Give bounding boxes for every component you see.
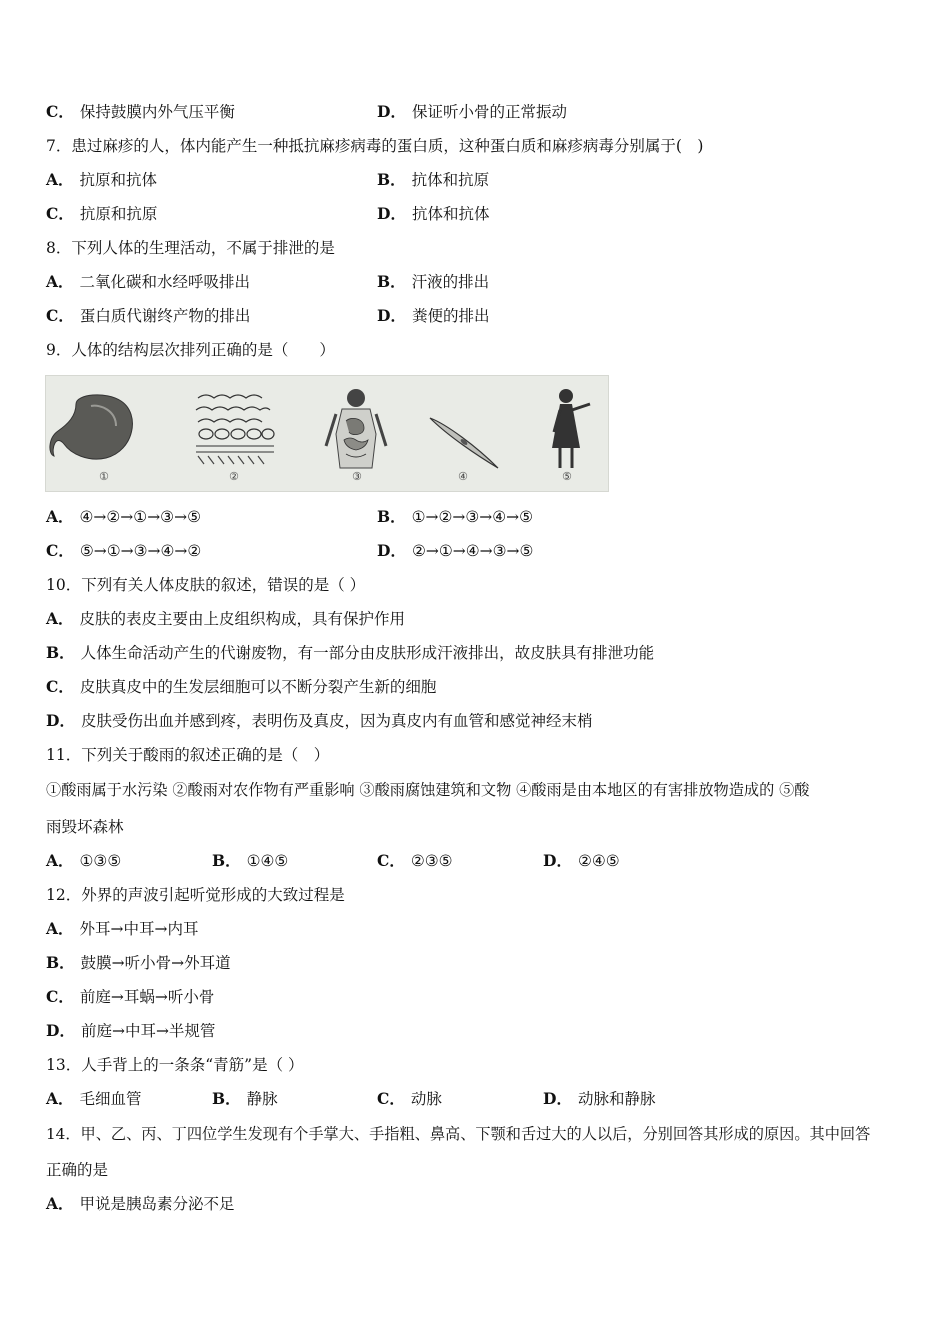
q12-option-d: D． 前庭→中耳→半规管 xyxy=(46,1021,216,1040)
q7-option-c: C． 抗原和抗原 xyxy=(46,204,158,223)
q9-option-d: D． ②→①→④→③→⑤ xyxy=(377,541,534,560)
q9-stem: 9．人体的结构层次排列正确的是（ ） xyxy=(46,341,335,359)
figure-label-1: ① xyxy=(99,470,109,483)
q8-option-a: A． 二氧化碳和水经呼吸排出 xyxy=(46,272,251,291)
q12-option-c: C． 前庭→耳蜗→听小骨 xyxy=(46,987,215,1006)
q13-stem: 13．人手背上的一条条“青筋”是（ ） xyxy=(46,1056,304,1074)
q10-option-a: A． 皮肤的表皮主要由上皮组织构成，具有保护作用 xyxy=(46,609,406,628)
stomach-illustration xyxy=(50,395,133,459)
q10-stem: 10．下列有关人体皮肤的叙述，错误的是（ ） xyxy=(46,576,366,594)
figure-label-5: ⑤ xyxy=(562,470,572,483)
q11-option-b: B． ①④⑤ xyxy=(212,851,289,870)
q10-option-d: D． 皮肤受伤出血并感到疼，表明伤及真皮，因为真皮内有血管和感觉神经末梢 xyxy=(46,711,593,730)
tissue-illustration xyxy=(196,395,274,464)
q14-stem-line1: 14．甲、乙、丙、丁四位学生发现有个手掌大、手指粗、鼻高、下颚和舌过大的人以后，分别回答其形成的原因。其中回答 xyxy=(46,1125,871,1143)
q7-option-d: D． 抗体和抗体 xyxy=(377,204,490,223)
q12-option-a: A． 外耳→中耳→内耳 xyxy=(46,919,199,938)
q10-option-b: B． 人体生命活动产生的代谢废物，有一部分由皮肤形成汗液排出，故皮肤具有排泄功能 xyxy=(46,643,655,662)
q12-option-b: B． 鼓膜→听小骨→外耳道 xyxy=(46,953,231,972)
figure-label-4: ④ xyxy=(458,470,468,483)
q8-option-c: C． 蛋白质代谢终产物的排出 xyxy=(46,306,251,325)
cell-illustration xyxy=(430,418,498,468)
q9-option-c: C． ⑤→①→③→④→② xyxy=(46,541,202,560)
q12-stem: 12．外界的声波引起听觉形成的大致过程是 xyxy=(46,886,345,904)
q10-option-c: C． 皮肤真皮中的生发层细胞可以不断分裂产生新的细胞 xyxy=(46,677,437,696)
q14-option-a: A． 甲说是胰岛素分泌不足 xyxy=(46,1194,235,1213)
q7-stem: 7．患过麻疹的人，体内能产生一种抵抗麻疹病毒的蛋白质，这种蛋白质和麻疹病毒分别属于( ) xyxy=(46,137,704,155)
figure-label-3: ③ xyxy=(352,470,362,483)
q8-option-d: D． 粪便的排出 xyxy=(377,306,490,325)
q13-option-c: C． 动脉 xyxy=(377,1089,442,1108)
q11-statements-line2: 雨毁坏森林 xyxy=(46,818,124,836)
q7-option-b: B． 抗体和抗原 xyxy=(377,170,490,189)
digestive-system-illustration xyxy=(326,389,386,468)
q7-option-a: A． 抗原和抗体 xyxy=(46,170,158,189)
q11-option-c: C． ②③⑤ xyxy=(377,851,453,870)
q9-structure-figure xyxy=(45,375,609,492)
q9-option-b: B． ①→②→③→④→⑤ xyxy=(377,507,534,526)
q8-option-b: B． 汗液的排出 xyxy=(377,272,490,291)
q11-stem: 11．下列关于酸雨的叙述正确的是（ ） xyxy=(46,746,330,764)
q6-option-d: D． 保证听小骨的正常振动 xyxy=(377,102,567,121)
q14-stem-line2: 正确的是 xyxy=(46,1161,109,1179)
human-individual-illustration xyxy=(552,389,590,468)
figure-label-2: ② xyxy=(229,470,239,483)
q8-stem: 8．下列人体的生理活动，不属于排泄的是 xyxy=(46,239,335,257)
q11-statements-line1: ①酸雨属于水污染 ②酸雨对农作物有严重影响 ③酸雨腐蚀建筑和文物 ④酸雨是由本地区的有害排放物造成的 ⑤酸 xyxy=(46,781,810,799)
q13-option-b: B． 静脉 xyxy=(212,1089,278,1108)
q9-option-a: A． ④→②→①→③→⑤ xyxy=(46,507,201,526)
q13-option-a: A． 毛细血管 xyxy=(46,1089,142,1108)
q13-option-d: D． 动脉和静脉 xyxy=(543,1089,656,1108)
q6-option-c: C． 保持鼓膜内外气压平衡 xyxy=(46,102,235,121)
q11-option-d: D． ②④⑤ xyxy=(543,851,620,870)
q11-option-a: A． ①③⑤ xyxy=(46,851,122,870)
